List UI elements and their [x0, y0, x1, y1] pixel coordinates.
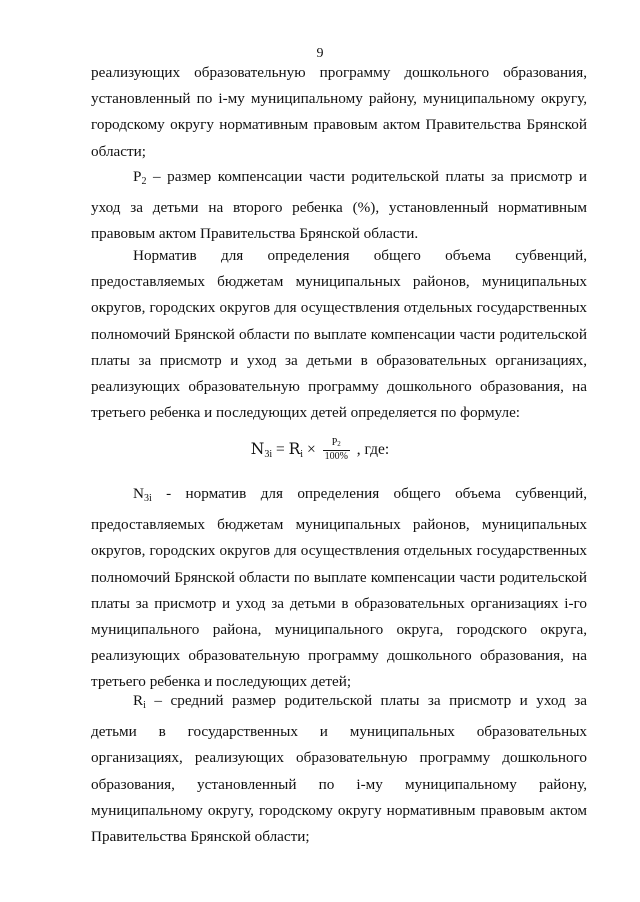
symbol-r-subscript: i — [143, 700, 146, 711]
paragraph-p2-definition — [91, 164, 587, 248]
formula-r: R — [288, 440, 301, 459]
formula-lhs-subscript: 3i — [264, 449, 273, 461]
paragraph-ri-definition — [91, 688, 587, 850]
formula-suffix: , где: — [352, 441, 390, 459]
formula — [0, 438, 640, 465]
paragraph-continuation — [91, 60, 587, 165]
paragraph-text: – размер компенсации части родительской платы за присмотр и уход за детьми на второго ребенка (%), установленный нормативным правовым актом Правительства Брянской области. — [91, 168, 587, 243]
paragraph-normative-intro — [91, 243, 587, 426]
paragraph-n3i-definition — [91, 481, 587, 696]
formula-fraction — [323, 437, 350, 462]
symbol-n: N — [133, 485, 144, 502]
formula-equals: = — [272, 441, 289, 459]
symbol-n-subscript: 3i — [143, 493, 152, 504]
paragraph-text: Норматив для определения общего объема субвенций, предоставляемых бюджетам муниципальных районов, муниципальных округов, городских округов для осуществления отдельных государственных полномочий Брянской области по выплате компенсации части родительской платы за присмотр и уход за детьми в образовательных организациях, реализующих образовательную программу дошкольного образования, на третьего ребенка и последующих детей определяется по формуле: — [91, 247, 587, 422]
paragraph-text: – средний размер родительской платы за присмотр и уход за детьми в государственных и муниципальных образовательных организациях, реализующих образовательную программу дошкольного образования, установленный по i-му муниципальному району, муниципальному округу, городскому округу нормативным правовым актом Правительства Брянской области; — [91, 692, 587, 846]
page-number: 9 — [316, 46, 324, 61]
formula-times: × — [303, 441, 320, 459]
paragraph — [91, 688, 587, 850]
paragraph — [91, 164, 587, 248]
symbol-p: P — [133, 168, 142, 185]
fraction-denominator: 100% — [324, 451, 348, 462]
paragraph-text: реализующих образовательную программу дошкольного образования, установленный по i-му муниципальному району, муниципальному округу, городскому округу нормативным правовым актом Правительства Брянской области; — [91, 64, 587, 160]
formula-lhs: N — [250, 440, 265, 459]
symbol-p-subscript: 2 — [141, 176, 147, 187]
fraction-numerator — [323, 437, 350, 451]
paragraph — [91, 481, 587, 696]
numerator-subscript: 2 — [337, 440, 341, 448]
symbol-r: R — [133, 692, 144, 709]
formula-r-subscript: i — [300, 449, 304, 461]
paragraph-text: - норматив для определения общего объема субвенций, предоставляемых бюджетам муниципальных районов, муниципальных округов, городских округов для осуществления отдельных государственных полномочий Брянской области по выплате компенсации части родительской платы за присмотр и уход за детьми в образовательных организациях i-го муниципального района, муниципального округа, городского округа, реализующих образовательную программу дошкольного образования, на третьего ребенка и последующих детей; — [91, 485, 587, 691]
numerator-symbol: P — [331, 437, 338, 448]
